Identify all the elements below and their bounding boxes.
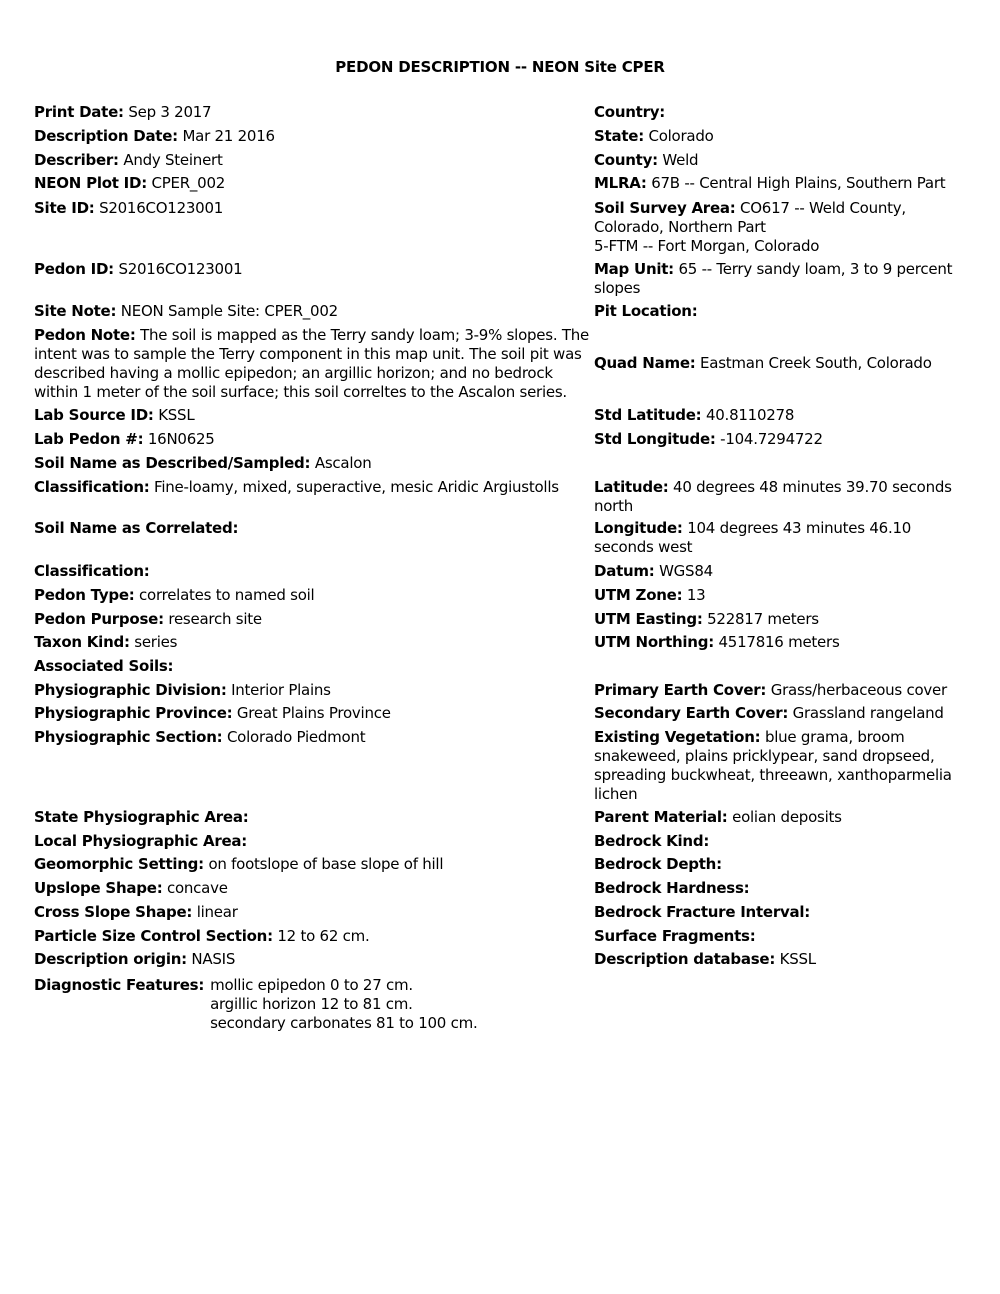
field-label: County: [594, 151, 658, 169]
field-description-date [34, 127, 592, 146]
field-lab-pedon [34, 430, 592, 449]
field-latitude [594, 478, 956, 516]
field-value: 16N0625 [147, 430, 215, 448]
field-label: Pit Location: [594, 302, 698, 320]
field-quad-name [594, 354, 956, 373]
field-value: Fine-loamy, mixed, superactive, mesic Aridic Argiustolls [154, 478, 559, 496]
field-bedrock-hardness [594, 879, 956, 898]
field-physiographic-section [34, 728, 592, 747]
field-county [594, 151, 956, 170]
diagnostic-item: secondary carbonates 81 to 100 cm. [210, 1014, 478, 1032]
field-diagnostic-features [34, 976, 592, 1033]
field-value: Weld [662, 151, 699, 169]
field-value: series [134, 633, 178, 651]
field-label: Primary Earth Cover: [594, 681, 767, 699]
field-surface-fragments [594, 927, 956, 946]
field-value: 67B -- Central High Plains, Southern Part [651, 174, 946, 192]
field-label: Pedon Purpose: [34, 610, 164, 628]
field-label: Soil Name as Correlated: [34, 519, 239, 537]
field-value: S2016CO123001 [118, 260, 243, 278]
field-label: Surface Fragments: [594, 927, 756, 945]
field-value: S2016CO123001 [99, 199, 224, 217]
field-label: UTM Easting: [594, 610, 703, 628]
field-datum [594, 562, 956, 581]
field-label: Lab Pedon #: [34, 430, 144, 448]
field-label: Taxon Kind: [34, 633, 130, 651]
field-geomorphic-setting [34, 855, 592, 874]
field-label: Cross Slope Shape: [34, 903, 193, 921]
field-label: Physiographic Division: [34, 681, 227, 699]
field-label: Pedon Type: [34, 586, 135, 604]
field-soil-name-correlated [34, 519, 592, 538]
field-label: State Physiographic Area: [34, 808, 249, 826]
field-label: Soil Survey Area: [594, 199, 736, 217]
field-value: correlates to named soil [139, 586, 315, 604]
field-value: linear [196, 903, 238, 921]
field-value: Sep 3 2017 [128, 103, 212, 121]
field-label: Print Date: [34, 103, 124, 121]
field-classification-correlated [34, 562, 592, 581]
field-utm-zone [594, 586, 956, 605]
field-value: Mar 21 2016 [182, 127, 275, 145]
field-state [594, 127, 956, 146]
field-label: Soil Name as Described/Sampled: [34, 454, 311, 472]
field-std-longitude [594, 430, 956, 449]
field-label: Pedon ID: [34, 260, 114, 278]
field-lab-source-id [34, 406, 592, 425]
field-value: 40 degrees 48 minutes 39.70 seconds north [594, 478, 952, 515]
field-upslope-shape [34, 879, 592, 898]
field-label: MLRA: [594, 174, 647, 192]
field-std-latitude [594, 406, 956, 425]
field-secondary-earth-cover [594, 704, 956, 723]
field-pedon-type [34, 586, 592, 605]
field-label: Longitude: [594, 519, 683, 537]
field-value: Interior Plains [231, 681, 331, 699]
field-label: Particle Size Control Section: [34, 927, 273, 945]
field-label: Description Date: [34, 127, 178, 145]
field-label: Country: [594, 103, 666, 121]
field-physiographic-division [34, 681, 592, 700]
field-label: Physiographic Province: [34, 704, 233, 722]
field-label: Local Physiographic Area: [34, 832, 248, 850]
field-label: Classification: [34, 478, 150, 496]
field-primary-earth-cover [594, 681, 956, 700]
field-value: KSSL [779, 950, 816, 968]
field-description-database [594, 950, 956, 969]
field-particle-size-control [34, 927, 592, 946]
field-label: Upslope Shape: [34, 879, 163, 897]
diagnostic-item: mollic epipedon 0 to 27 cm. [210, 976, 413, 994]
field-value: concave [166, 879, 228, 897]
field-pedon-note [34, 326, 590, 402]
field-value: The soil is mapped as the Terry sandy loam; 3-9% slopes. The intent was to sample the Terry component in this map unit. The soil pit was described having a mollic epipedon; an argillic horizon; and no bedrock within 1 meter of the soil surface; this soil correltes to the Ascalon series. [34, 326, 590, 401]
field-label: UTM Northing: [594, 633, 714, 651]
field-label: Parent Material: [594, 808, 728, 826]
field-value: -104.7294722 [720, 430, 823, 448]
field-label: Bedrock Hardness: [594, 879, 750, 897]
field-label: Datum: [594, 562, 655, 580]
field-value: NEON Sample Site: CPER_002 [120, 302, 338, 320]
field-value: 12 to 62 cm. [277, 927, 370, 945]
field-label: Site Note: [34, 302, 117, 320]
field-label: UTM Zone: [594, 586, 683, 604]
field-neon-plot-id [34, 174, 592, 193]
field-pit-location [594, 302, 956, 321]
diagnostic-item: argillic horizon 12 to 81 cm. [210, 995, 413, 1013]
field-label: Latitude: [594, 478, 669, 496]
field-site-id [34, 199, 592, 218]
field-soil-name-described [34, 454, 592, 473]
field-physiographic-province [34, 704, 592, 723]
field-label: Existing Vegetation: [594, 728, 761, 746]
field-pedon-id [34, 260, 592, 279]
field-label: Description origin: [34, 950, 187, 968]
field-cross-slope-shape [34, 903, 592, 922]
field-utm-easting [594, 610, 956, 629]
field-value: eolian deposits [732, 808, 842, 826]
field-value: Grassland rangeland [792, 704, 944, 722]
field-label: Physiographic Section: [34, 728, 223, 746]
field-value: NASIS [191, 950, 236, 968]
field-label: Description database: [594, 950, 776, 968]
field-value: 13 [686, 586, 706, 604]
field-value: Great Plains Province [236, 704, 391, 722]
field-pedon-purpose [34, 610, 592, 629]
field-value: WGS84 [659, 562, 713, 580]
field-value: 65 -- Terry sandy loam, 3 to 9 percent slopes [594, 260, 953, 297]
field-label: Bedrock Depth: [594, 855, 722, 873]
field-map-unit [594, 260, 956, 298]
field-value: Colorado Piedmont [226, 728, 366, 746]
field-state-physiographic-area [34, 808, 592, 827]
field-existing-vegetation [594, 728, 956, 804]
field-value: Colorado [648, 127, 714, 145]
field-label: Pedon Note: [34, 326, 136, 344]
field-label: Bedrock Fracture Interval: [594, 903, 811, 921]
field-value: CO617 -- Weld County, Colorado, Northern Part [594, 199, 906, 236]
field-soil-survey-area [594, 199, 934, 256]
field-taxon-kind [34, 633, 592, 652]
field-site-note [34, 302, 592, 321]
field-value: on footslope of base slope of hill [208, 855, 444, 873]
field-description-origin [34, 950, 592, 969]
field-label: NEON Plot ID: [34, 174, 147, 192]
field-print-date [34, 103, 592, 122]
field-classification [34, 478, 592, 497]
field-value: CPER_002 [151, 174, 226, 192]
field-label: Lab Source ID: [34, 406, 154, 424]
field-label: Std Longitude: [594, 430, 716, 448]
field-label: Classification: [34, 562, 150, 580]
field-bedrock-kind [594, 832, 956, 851]
field-longitude [594, 519, 924, 557]
field-value: Ascalon [314, 454, 372, 472]
field-label: Std Latitude: [594, 406, 702, 424]
field-local-physiographic-area [34, 832, 592, 851]
field-value: 104 degrees 43 minutes 46.10 seconds west [594, 519, 912, 556]
field-label: Diagnostic Features: [34, 976, 205, 994]
diagnostic-list [210, 976, 477, 1033]
field-country [594, 103, 956, 122]
field-value: 40.8110278 [705, 406, 795, 424]
field-label: Quad Name: [594, 354, 696, 372]
field-value: Andy Steinert [123, 151, 223, 169]
field-label: Associated Soils: [34, 657, 174, 675]
field-value: 4517816 meters [718, 633, 840, 651]
field-describer [34, 151, 592, 170]
page-title: PEDON DESCRIPTION -- NEON Site CPER [335, 58, 665, 76]
field-label: Secondary Earth Cover: [594, 704, 789, 722]
field-value: KSSL [158, 406, 195, 424]
field-value: research site [168, 610, 262, 628]
field-value: Eastman Creek South, Colorado [700, 354, 932, 372]
field-mlra [594, 174, 964, 193]
field-value: Grass/herbaceous cover [770, 681, 947, 699]
field-value: 522817 meters [707, 610, 819, 628]
field-value: blue grama, broom snakeweed, plains pricklypear, sand dropseed, spreading buckwheat, threeawn, xanthoparmelia lichen [594, 728, 952, 803]
field-label: State: [594, 127, 644, 145]
field-bedrock-fracture-interval [594, 903, 956, 922]
field-bedrock-depth [594, 855, 956, 874]
field-label: Describer: [34, 151, 119, 169]
field-label: Geomorphic Setting: [34, 855, 204, 873]
field-parent-material [594, 808, 956, 827]
field-label: Bedrock Kind: [594, 832, 710, 850]
field-associated-soils [34, 657, 592, 676]
field-utm-northing [594, 633, 956, 652]
field-value-extra: 5-FTM -- Fort Morgan, Colorado [594, 237, 820, 255]
field-label: Map Unit: [594, 260, 674, 278]
field-label: Site ID: [34, 199, 95, 217]
